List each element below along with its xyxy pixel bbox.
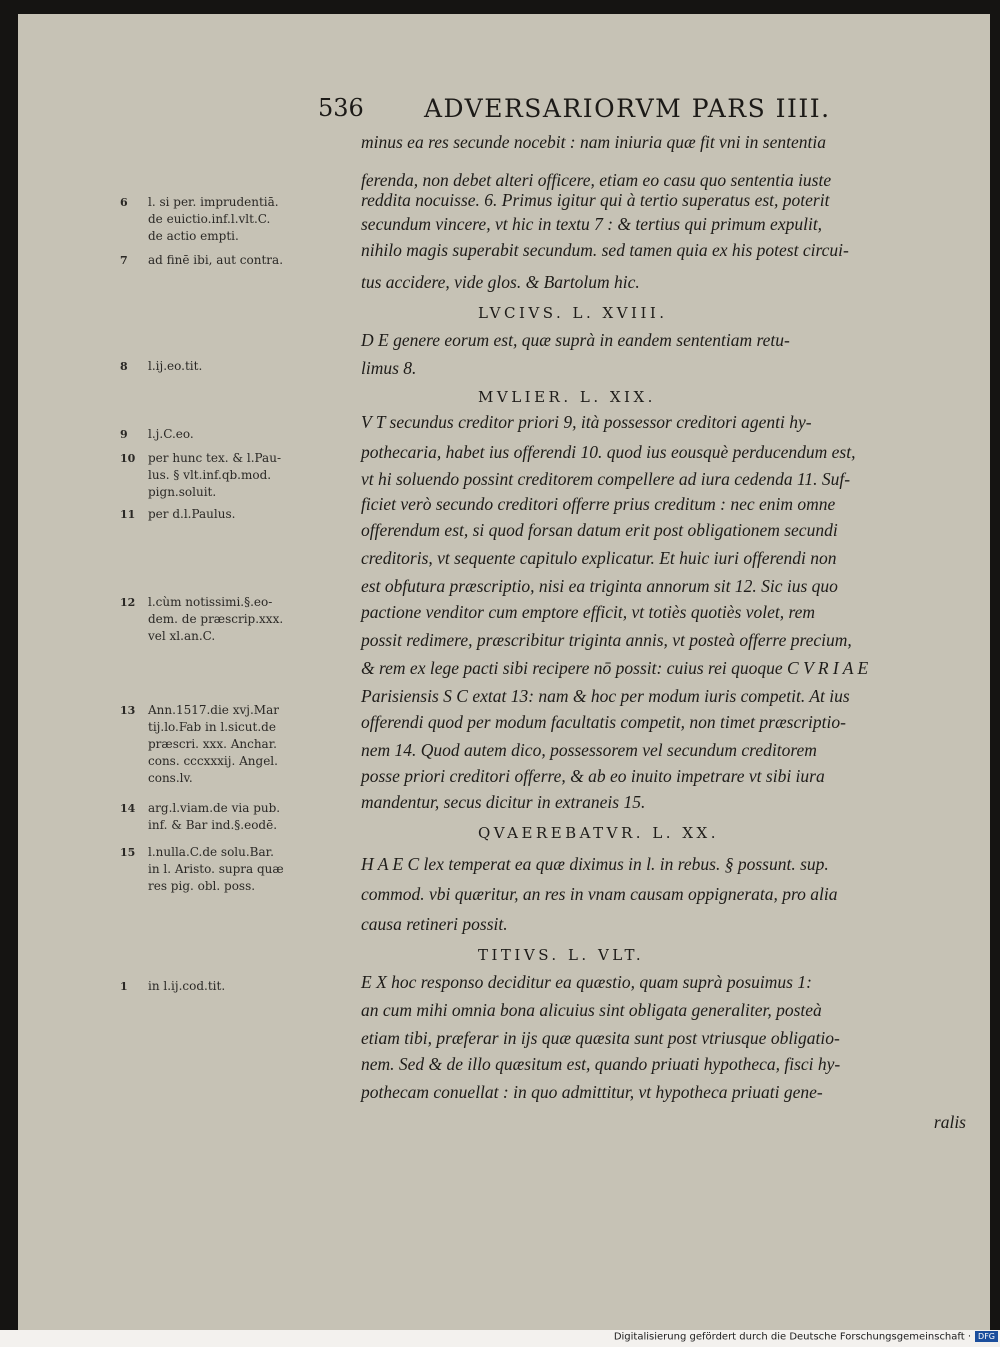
text-line: etiam tibi, præferar in ijs quæ quæsita sunt post vtriusque obligatio-	[361, 1028, 840, 1048]
note-number: 12	[120, 596, 136, 609]
text-line: possit redimere, præscribitur triginta annis, vt posteà offerre precium,	[361, 630, 852, 650]
margin-note	[120, 594, 284, 645]
footer-credit: Digitalisierung gefördert durch die Deutsche Forschungsgemeinschaft ·	[613, 1331, 972, 1343]
note-line: præscri. xxx. Anchar.	[148, 737, 277, 751]
margin-note	[120, 252, 284, 269]
margin-note	[120, 426, 194, 443]
text-line: an cum mihi omnia bona alicuius sint obligata generaliter, posteà	[361, 1000, 822, 1020]
text-line: offerendum est, si quod forsan datum erit post obligationem secundi	[361, 520, 838, 540]
note-number: 13	[120, 704, 136, 717]
note-number: 1	[120, 980, 128, 993]
note-line: Ann.1517.die xvj.Mar	[148, 703, 279, 717]
margin-note	[120, 194, 279, 245]
text-line: reddita nocuisse. 6. Primus igitur qui à tertio superatus est, poterit	[361, 190, 830, 210]
note-line: arg.l.viam.de via pub.	[148, 801, 281, 815]
text-line: posse priori creditori offerre, & ab eo inuito impetrare vt sibi iura	[361, 766, 825, 786]
text-line: limus 8.	[361, 358, 417, 378]
note-number: 14	[120, 802, 136, 815]
note-line: lus. § vlt.inf.qb.mod.	[148, 468, 272, 482]
text-line: D E genere eorum est, quæ suprà in eandem sententiam retu-	[361, 330, 790, 350]
text-line: ralis	[933, 1112, 966, 1132]
text-line: est obfutura præscriptio, nisi ea triginta annorum sit 12. Sic ius quo	[361, 576, 838, 596]
note-line: tij.lo.Fab in l.sicut.de	[148, 720, 276, 734]
text-line: nem 14. Quod autem dico, possessorem vel secundum creditorem	[361, 740, 817, 760]
page-number: 536	[318, 94, 364, 122]
note-line: vel xl.an.C.	[148, 629, 216, 643]
note-line: ad finē ibi, aut contra.	[148, 253, 284, 267]
note-number: 9	[120, 428, 128, 441]
section-caption: QVAEREBATVR. L. XX.	[478, 824, 719, 842]
text-line: pothecam conuellat : in quo admittitur, vt hypotheca priuati gene-	[361, 1082, 823, 1102]
note-number: 6	[120, 196, 128, 209]
note-line: l.cùm notissimi.§.eo-	[148, 595, 273, 609]
note-line: dem. de præscrip.xxx.	[148, 612, 284, 626]
margin-note	[120, 506, 236, 523]
text-line: offerendi quod per modum facultatis competit, non timet præscriptio-	[361, 712, 846, 732]
text-line: mandentur, secus dicitur in extraneis 15.	[361, 792, 646, 812]
note-line: per d.l.Paulus.	[148, 507, 236, 521]
book-page	[18, 14, 990, 1330]
note-line: l.ij.eo.tit.	[148, 359, 203, 373]
note-line: per hunc tex. & l.Pau-	[148, 451, 281, 465]
text-line: secundum vincere, vt hic in textu 7 : & tertius qui primum expulit,	[361, 214, 823, 234]
text-line: pactione venditor cum emptore efficit, vt totiès quotiès volet, rem	[361, 602, 816, 622]
note-line: de euictio.inf.l.vlt.C.	[148, 212, 271, 226]
note-number: 8	[120, 360, 128, 373]
note-line: l.j.C.eo.	[148, 427, 194, 441]
margin-note	[120, 844, 284, 895]
text-line: ferenda, non debet alteri officere, etiam eo casu quo sententia iuste	[361, 170, 832, 190]
text-line: nihilo magis superabit secundum. sed tamen quia ex his potest circui-	[361, 240, 849, 260]
dfg-logo-icon: DFG	[975, 1331, 998, 1342]
note-number: 11	[120, 508, 136, 521]
text-line: causa retineri possit.	[361, 914, 508, 934]
note-line: de actio empti.	[148, 229, 239, 243]
text-line: creditoris, vt sequente capitulo explicatur. Et huic iuri offerendi non	[361, 548, 837, 568]
note-line: inf. & Bar ind.§.eodē.	[148, 818, 278, 832]
text-line: E X hoc responso deciditur ea quæstio, quam suprà posuimus 1:	[361, 972, 812, 992]
note-line: cons.lv.	[148, 771, 193, 785]
note-line: l.nulla.C.de solu.Bar.	[148, 845, 274, 859]
section-caption: MVLIER. L. XIX.	[478, 388, 656, 406]
text-line: minus ea res secunde nocebit : nam iniuria quæ fit vni in sententia	[361, 132, 826, 152]
note-line: l. si per. imprudentiā.	[148, 195, 279, 209]
note-line: in l. Aristo. supra quæ	[148, 862, 284, 876]
note-line: in l.ij.cod.tit.	[148, 979, 226, 993]
text-line: & rem ex lege pacti sibi recipere nō possit: cuius rei quoque C V R I A E	[361, 658, 869, 678]
note-number: 15	[120, 846, 136, 859]
note-line: res pig. obl. poss.	[148, 879, 256, 893]
margin-note	[120, 358, 203, 375]
text-line: pothecaria, habet ius offerendi 10. quod ius eousquè perducendum est,	[361, 442, 856, 462]
digitization-footer	[600, 1331, 998, 1347]
text-line: Parisiensis S C extat 13: nam & hoc per modum iuris competit. At ius	[361, 686, 850, 706]
text-line: nem. Sed & de illo quæsitum est, quando priuati hypotheca, fisci hy-	[361, 1054, 841, 1074]
note-line: cons. cccxxxij. Angel.	[148, 754, 278, 768]
margin-note	[120, 978, 226, 995]
margin-note	[120, 800, 281, 834]
text-line: H A E C lex temperat ea quæ diximus in l. in rebus. § possunt. sup.	[361, 854, 829, 874]
text-line: commod. vbi quæritur, an res in vnam causam oppignerata, pro alia	[361, 884, 838, 904]
text-line: tus accidere, vide glos. & Bartolum hic.	[361, 272, 640, 292]
section-caption: LVCIVS. L. XVIII.	[478, 304, 668, 322]
margin-note	[120, 450, 281, 501]
text-line: vt hi soluendo possint creditorem compellere ad iura cedenda 11. Suf-	[361, 469, 851, 489]
margin-note	[120, 702, 279, 787]
note-line: pign.soluit.	[148, 485, 217, 499]
running-head: ADVERSARIORVM PARS IIII.	[424, 94, 831, 123]
section-caption: TITIVS. L. VLT.	[478, 946, 645, 964]
note-number: 10	[120, 452, 136, 465]
text-line: V T secundus creditor priori 9, ità possessor creditori agenti hy-	[361, 412, 812, 432]
text-line: ficiet verò secundo creditori offerre prius creditum : nec enim omne	[361, 494, 836, 514]
note-number: 7	[120, 254, 128, 267]
page-header	[318, 94, 918, 128]
